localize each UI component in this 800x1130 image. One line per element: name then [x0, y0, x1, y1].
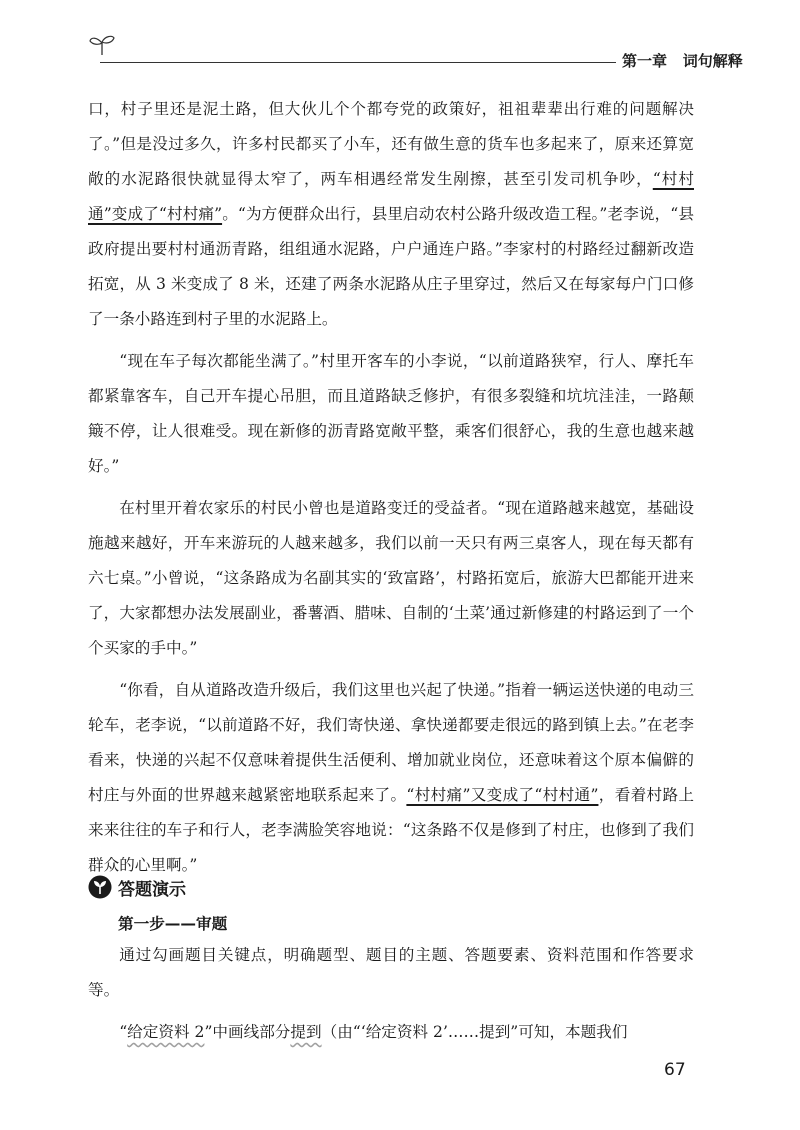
paragraph-4-text: “你看，自从道路改造升级后，我们这里也兴起了快递。”指着一辆运送快递的电动三轮车，老李说，“以前道路不好，我们寄快递、拿快递都要走很远的路到镇上去。”在老李看来，快递的兴起不仅意味着提供生活便利、增加就业岗位，还意味着这个原本偏僻的村庄与外面的世界越来越紧密地联系起来了。 [88, 681, 694, 804]
underlined-phrase-2: “村村痛”又变成了“村村通” [406, 786, 599, 804]
article-body [88, 92, 694, 883]
answer-paragraph-1: 通过勾画题目关键点，明确题型、题目的主题、答题要素、资料范围和作答要求等。 [88, 946, 694, 999]
answer-body [88, 938, 694, 1050]
tree-icon [88, 875, 112, 899]
sprout-icon [88, 34, 116, 56]
chapter-title: 词句解释 [682, 52, 743, 70]
answer-text-b: ”中画线部分 [204, 1023, 291, 1041]
paragraph-3: 在村里开着农家乐的村民小曾也是道路变迁的受益者。“现在道路越来越宽，基础设施越来越好，开车来游玩的人越来越多，我们以前一天只有两三桌客人，现在每天都有六七桌。”小曾说，“这条路成为名副其实的‘致富路’，村路拓宽后，旅游大巴都能开进来了，大家都想办法发展副业，番薯酒、腊味、自制的‘土菜’通过新修建的村路运到了一个个买家的手中。” [88, 499, 694, 657]
page-header [88, 34, 743, 74]
paragraph-2: “现在车子每次都能坐满了。”村里开客车的小李说，“以前道路狭窄，行人、摩托车都紧靠客车，自己开车提心吊胆，而且道路缺乏修护，有很多裂缝和坑坑洼洼，一路颠簸不停，让人很难受。现在新修的沥青路宽敞平整，乘客们很舒心，我的生意也越来越好。” [88, 352, 694, 475]
answer-paragraph-2 [88, 1015, 694, 1050]
quote-open: “ [119, 1023, 128, 1041]
step-title: 第一步——审题 [118, 915, 228, 933]
section-heading [88, 872, 186, 902]
section-title: 答题演示 [118, 879, 186, 900]
paragraph-1 [88, 92, 694, 337]
paragraph-4 [88, 673, 694, 883]
chapter-heading [622, 50, 743, 71]
paragraph-1-rest: 。“为方便群众出行，县里启动农村公路升级改造工程。”老李说，“县政府提出要村村通沥青路，组组通水泥路，户户通连户路。”李家村的村路经过翻新改造拓宽，从 3 米变成了 8 米，还建了两条水泥路从庄子里穿过，然后又在每家每户门口修了一条小路连到村子里的水泥路上。 [88, 205, 694, 328]
paragraph-1-text: 口，村子里还是泥土路，但大伙儿个个都夸党的政策好，祖祖辈辈出行难的问题解决了。”但是没过多久，许多村民都买了小车，还有做生意的货车也多起来了，原来还算宽敞的水泥路很快就显得太窄了，两车相遇经常发生剐擦，甚至引发司机争吵， [88, 100, 694, 188]
header-rule [100, 62, 616, 63]
answer-text-c: （由“‘给定资料 2’……提到”可知，本题我们 [321, 1023, 628, 1041]
chapter-number: 第一章 [622, 52, 668, 70]
wavy-underlined-1: 给定资料 2 [127, 1023, 205, 1041]
page-number: 67 [664, 1060, 686, 1080]
underlined-phrase-1: “村村通”变成了“村村痛” [88, 170, 694, 223]
wavy-underlined-2: 提到 [290, 1023, 322, 1041]
paragraph-4-rest: ，看着村路上来来往往的车子和行人，老李满脸笑容地说：“这条路不仅是修到了村庄，也修到了我们群众的心里啊。” [88, 786, 694, 874]
